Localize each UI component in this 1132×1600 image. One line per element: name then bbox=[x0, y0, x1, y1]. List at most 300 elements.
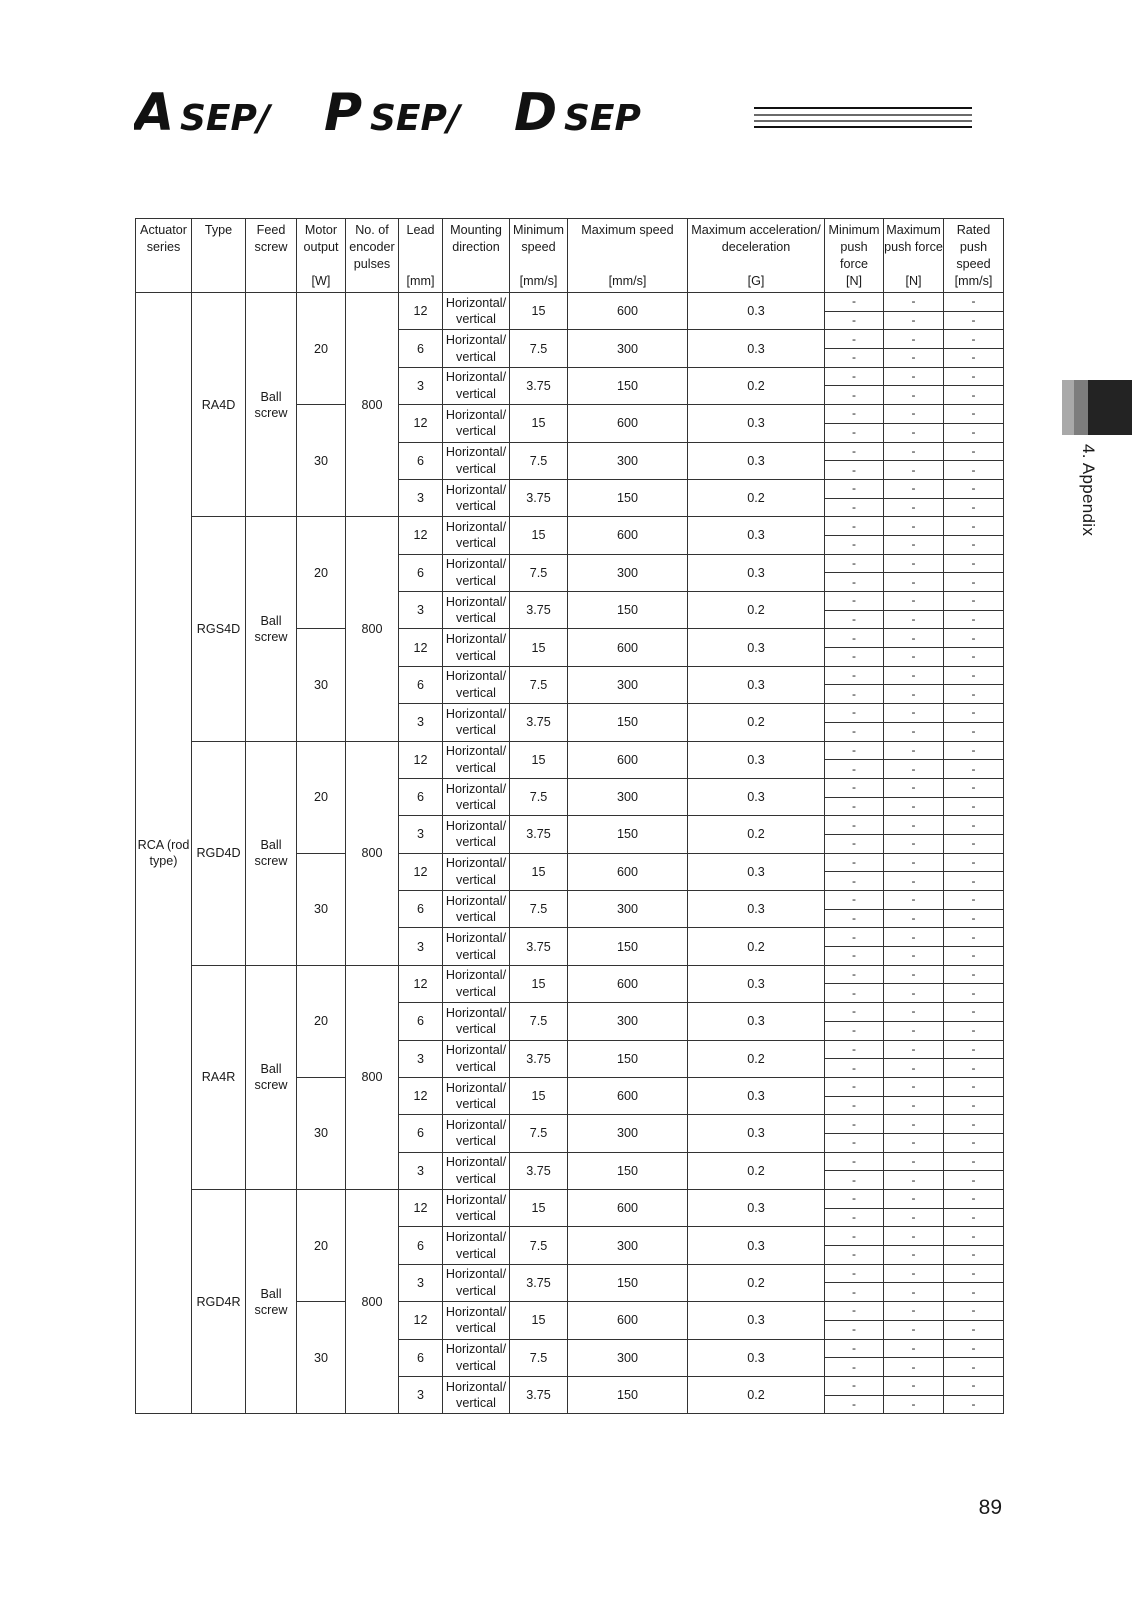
encoder-pulses-cell: 800 bbox=[346, 517, 399, 741]
column-header-label: Maximum push force bbox=[884, 223, 943, 254]
min-push-force-cell: - bbox=[825, 1190, 884, 1209]
header-row bbox=[136, 219, 1004, 293]
encoder-pulses-cell: 800 bbox=[346, 1190, 399, 1414]
mounting-direction-text: Horizontal/ vertical bbox=[445, 931, 507, 962]
column-header-unit: [mm/s] bbox=[954, 274, 993, 288]
rated-push-speed-cell: - bbox=[944, 1376, 1004, 1395]
max-accel-cell: 0.2 bbox=[688, 592, 825, 629]
min-push-force-cell: - bbox=[825, 293, 884, 312]
max-push-force-cell: - bbox=[884, 1358, 944, 1377]
min-push-force-cell: - bbox=[825, 722, 884, 741]
mounting-direction-cell bbox=[443, 891, 510, 928]
max-accel-cell: 0.2 bbox=[688, 928, 825, 965]
rated-push-speed-cell: - bbox=[944, 909, 1004, 928]
mounting-direction-cell bbox=[443, 592, 510, 629]
min-push-force-cell: - bbox=[825, 498, 884, 517]
max-accel-cell: 0.3 bbox=[688, 891, 825, 928]
min-speed-cell: 7.5 bbox=[510, 666, 568, 703]
lead-cell: 6 bbox=[399, 1003, 443, 1040]
rated-push-speed-cell: - bbox=[944, 573, 1004, 592]
type-cell: RA4R bbox=[192, 965, 246, 1189]
min-push-force-cell: - bbox=[825, 834, 884, 853]
min-push-force-cell: - bbox=[825, 535, 884, 554]
mounting-direction-cell bbox=[443, 816, 510, 853]
max-push-force-cell: - bbox=[884, 1003, 944, 1022]
max-speed-cell: 600 bbox=[568, 293, 688, 330]
max-push-force-cell: - bbox=[884, 1283, 944, 1302]
max-speed-cell: 150 bbox=[568, 1152, 688, 1189]
rated-push-speed-cell: - bbox=[944, 1395, 1004, 1414]
min-push-force-cell: - bbox=[825, 1302, 884, 1321]
min-speed-cell: 3.75 bbox=[510, 816, 568, 853]
logo-letter-a: A bbox=[134, 86, 175, 143]
column-header bbox=[346, 219, 399, 293]
rated-push-speed-cell: - bbox=[944, 685, 1004, 704]
min-push-force-cell: - bbox=[825, 386, 884, 405]
motor-output-cell: 30 bbox=[297, 1077, 346, 1189]
mounting-direction-cell bbox=[443, 479, 510, 516]
min-push-force-cell: - bbox=[825, 1339, 884, 1358]
max-push-force-cell: - bbox=[884, 1190, 944, 1209]
type-cell: RGD4D bbox=[192, 741, 246, 965]
rated-push-speed-cell: - bbox=[944, 1302, 1004, 1321]
rated-push-speed-cell: - bbox=[944, 405, 1004, 424]
column-header-label: Maximum acceleration/ deceleration bbox=[691, 223, 821, 254]
max-speed-cell: 300 bbox=[568, 666, 688, 703]
rated-push-speed-cell: - bbox=[944, 1227, 1004, 1246]
min-speed-cell: 7.5 bbox=[510, 1003, 568, 1040]
mounting-direction-cell bbox=[443, 1264, 510, 1301]
mounting-direction-text: Horizontal/ vertical bbox=[445, 818, 507, 850]
max-push-force-cell: - bbox=[884, 872, 944, 891]
max-accel-cell: 0.3 bbox=[688, 554, 825, 591]
min-speed-cell: 3.75 bbox=[510, 1376, 568, 1413]
mounting-direction-cell bbox=[443, 1115, 510, 1152]
rated-push-speed-cell: - bbox=[944, 1171, 1004, 1190]
type-cell: RA4D bbox=[192, 293, 246, 517]
logo-letter-d: D bbox=[514, 86, 558, 143]
min-push-force-cell: - bbox=[825, 760, 884, 779]
max-push-force-cell: - bbox=[884, 797, 944, 816]
min-speed-cell: 3.75 bbox=[510, 1264, 568, 1301]
rated-push-speed-cell: - bbox=[944, 1003, 1004, 1022]
logo-letter-p: P bbox=[324, 86, 363, 143]
mounting-direction-text: Horizontal/ vertical bbox=[445, 1043, 507, 1074]
max-speed-cell: 150 bbox=[568, 367, 688, 404]
min-push-force-cell: - bbox=[825, 816, 884, 835]
max-accel-cell: 0.3 bbox=[688, 853, 825, 890]
lead-cell: 12 bbox=[399, 1302, 443, 1339]
max-push-force-cell: - bbox=[884, 891, 944, 910]
min-push-force-cell: - bbox=[825, 1059, 884, 1078]
rated-push-speed-cell: - bbox=[944, 1246, 1004, 1265]
rated-push-speed-cell: - bbox=[944, 704, 1004, 723]
section-tab-label: 4. Appendix bbox=[1079, 444, 1098, 537]
mounting-direction-text: Horizontal/ vertical bbox=[445, 557, 507, 588]
product-logo bbox=[134, 86, 994, 146]
max-push-force-cell: - bbox=[884, 666, 944, 685]
lead-cell: 6 bbox=[399, 1339, 443, 1376]
lead-cell: 3 bbox=[399, 367, 443, 404]
min-push-force-cell: - bbox=[825, 666, 884, 685]
min-push-force-cell: - bbox=[825, 479, 884, 498]
max-push-force-cell: - bbox=[884, 1040, 944, 1059]
min-push-force-cell: - bbox=[825, 1021, 884, 1040]
column-header-unit: [N] bbox=[845, 274, 863, 288]
feed-screw-cell: Ball screw bbox=[246, 517, 297, 741]
mounting-direction-cell bbox=[443, 517, 510, 554]
rated-push-speed-cell: - bbox=[944, 1283, 1004, 1302]
mounting-direction-text: Horizontal/ vertical bbox=[445, 1342, 507, 1373]
mounting-direction-cell bbox=[443, 1227, 510, 1264]
max-speed-cell: 600 bbox=[568, 853, 688, 890]
side-tab-block-light bbox=[1062, 380, 1074, 435]
min-push-force-cell: - bbox=[825, 573, 884, 592]
rated-push-speed-cell: - bbox=[944, 778, 1004, 797]
min-speed-cell: 15 bbox=[510, 1190, 568, 1227]
max-speed-cell: 600 bbox=[568, 1077, 688, 1114]
max-speed-cell: 300 bbox=[568, 778, 688, 815]
rated-push-speed-cell: - bbox=[944, 479, 1004, 498]
lead-cell: 6 bbox=[399, 891, 443, 928]
rated-push-speed-cell: - bbox=[944, 1133, 1004, 1152]
max-push-force-cell: - bbox=[884, 423, 944, 442]
max-speed-cell: 600 bbox=[568, 405, 688, 442]
actuator-series-cell: RCA (rod type) bbox=[136, 293, 192, 1414]
mounting-direction-text: Horizontal/ vertical bbox=[445, 893, 507, 925]
mounting-direction-text: Horizontal/ vertical bbox=[445, 781, 507, 813]
max-accel-cell: 0.3 bbox=[688, 1339, 825, 1376]
table-header bbox=[136, 219, 1004, 293]
mounting-direction-text: Horizontal/ vertical bbox=[445, 744, 507, 775]
max-push-force-cell: - bbox=[884, 1115, 944, 1134]
min-speed-cell: 15 bbox=[510, 1077, 568, 1114]
mounting-direction-text: Horizontal/ vertical bbox=[445, 594, 507, 626]
max-push-force-cell: - bbox=[884, 909, 944, 928]
column-header bbox=[399, 219, 443, 293]
rated-push-speed-cell: - bbox=[944, 610, 1004, 629]
rated-push-speed-cell: - bbox=[944, 928, 1004, 947]
min-speed-cell: 15 bbox=[510, 517, 568, 554]
max-push-force-cell: - bbox=[884, 554, 944, 573]
max-push-force-cell: - bbox=[884, 1208, 944, 1227]
min-speed-cell: 7.5 bbox=[510, 554, 568, 591]
max-speed-cell: 150 bbox=[568, 928, 688, 965]
max-accel-cell: 0.3 bbox=[688, 405, 825, 442]
column-header bbox=[884, 219, 944, 293]
table-body bbox=[136, 293, 1004, 1414]
max-push-force-cell: - bbox=[884, 629, 944, 648]
motor-output-cell: 30 bbox=[297, 629, 346, 741]
mounting-direction-text: Horizontal/ vertical bbox=[445, 1379, 507, 1411]
column-header bbox=[136, 219, 192, 293]
min-push-force-cell: - bbox=[825, 1096, 884, 1115]
min-push-force-cell: - bbox=[825, 1395, 884, 1414]
max-push-force-cell: - bbox=[884, 965, 944, 984]
mounting-direction-cell bbox=[443, 704, 510, 741]
min-push-force-cell: - bbox=[825, 704, 884, 723]
mounting-direction-cell bbox=[443, 293, 510, 330]
rated-push-speed-cell: - bbox=[944, 816, 1004, 835]
mounting-direction-text: Horizontal/ vertical bbox=[445, 632, 507, 663]
min-push-force-cell: - bbox=[825, 1003, 884, 1022]
max-speed-cell: 150 bbox=[568, 1264, 688, 1301]
min-push-force-cell: - bbox=[825, 629, 884, 648]
min-push-force-cell: - bbox=[825, 909, 884, 928]
min-speed-cell: 3.75 bbox=[510, 704, 568, 741]
mounting-direction-text: Horizontal/ vertical bbox=[445, 482, 507, 514]
min-speed-cell: 15 bbox=[510, 853, 568, 890]
max-accel-cell: 0.3 bbox=[688, 778, 825, 815]
rated-push-speed-cell: - bbox=[944, 666, 1004, 685]
lead-cell: 3 bbox=[399, 816, 443, 853]
max-push-force-cell: - bbox=[884, 1152, 944, 1171]
column-header-label: Maximum speed bbox=[581, 223, 674, 237]
max-accel-cell: 0.3 bbox=[688, 666, 825, 703]
max-speed-cell: 600 bbox=[568, 965, 688, 1002]
max-accel-cell: 0.3 bbox=[688, 965, 825, 1002]
min-speed-cell: 3.75 bbox=[510, 592, 568, 629]
max-push-force-cell: - bbox=[884, 535, 944, 554]
lead-cell: 6 bbox=[399, 666, 443, 703]
mounting-direction-cell bbox=[443, 554, 510, 591]
max-accel-cell: 0.2 bbox=[688, 367, 825, 404]
max-push-force-cell: - bbox=[884, 722, 944, 741]
max-push-force-cell: - bbox=[884, 928, 944, 947]
rated-push-speed-cell: - bbox=[944, 1320, 1004, 1339]
rated-push-speed-cell: - bbox=[944, 947, 1004, 966]
rated-push-speed-cell: - bbox=[944, 984, 1004, 1003]
max-accel-cell: 0.2 bbox=[688, 1376, 825, 1413]
max-push-force-cell: - bbox=[884, 461, 944, 480]
min-push-force-cell: - bbox=[825, 1283, 884, 1302]
mounting-direction-cell bbox=[443, 367, 510, 404]
motor-output-cell: 20 bbox=[297, 1190, 346, 1302]
mounting-direction-text: Horizontal/ vertical bbox=[445, 1267, 507, 1298]
rated-push-speed-cell: - bbox=[944, 1339, 1004, 1358]
mounting-direction-cell bbox=[443, 965, 510, 1002]
max-speed-cell: 150 bbox=[568, 1376, 688, 1413]
column-header bbox=[568, 219, 688, 293]
rated-push-speed-cell: - bbox=[944, 498, 1004, 517]
rated-push-speed-cell: - bbox=[944, 330, 1004, 349]
max-push-force-cell: - bbox=[884, 498, 944, 517]
lead-cell: 12 bbox=[399, 853, 443, 890]
mounting-direction-text: Horizontal/ vertical bbox=[445, 295, 507, 327]
min-push-force-cell: - bbox=[825, 741, 884, 760]
max-speed-cell: 150 bbox=[568, 816, 688, 853]
column-header bbox=[192, 219, 246, 293]
column-header-label: Mounting direction bbox=[450, 223, 502, 254]
max-push-force-cell: - bbox=[884, 293, 944, 312]
motor-output-cell: 20 bbox=[297, 517, 346, 629]
rated-push-speed-cell: - bbox=[944, 1077, 1004, 1096]
lead-cell: 12 bbox=[399, 741, 443, 778]
max-push-force-cell: - bbox=[884, 1171, 944, 1190]
max-accel-cell: 0.2 bbox=[688, 1152, 825, 1189]
max-speed-cell: 300 bbox=[568, 554, 688, 591]
lead-cell: 12 bbox=[399, 293, 443, 330]
rated-push-speed-cell: - bbox=[944, 461, 1004, 480]
motor-output-cell: 20 bbox=[297, 965, 346, 1077]
mounting-direction-text: Horizontal/ vertical bbox=[445, 1080, 507, 1112]
mounting-direction-text: Horizontal/ vertical bbox=[445, 1117, 507, 1149]
rated-push-speed-cell: - bbox=[944, 1190, 1004, 1209]
max-speed-cell: 300 bbox=[568, 1227, 688, 1264]
lead-cell: 3 bbox=[399, 928, 443, 965]
rated-push-speed-cell: - bbox=[944, 965, 1004, 984]
max-speed-cell: 600 bbox=[568, 1190, 688, 1227]
min-push-force-cell: - bbox=[825, 797, 884, 816]
rated-push-speed-cell: - bbox=[944, 797, 1004, 816]
mounting-direction-cell bbox=[443, 1302, 510, 1339]
max-push-force-cell: - bbox=[884, 592, 944, 611]
min-push-force-cell: - bbox=[825, 853, 884, 872]
encoder-pulses-cell: 800 bbox=[346, 965, 399, 1189]
max-push-force-cell: - bbox=[884, 479, 944, 498]
max-speed-cell: 300 bbox=[568, 1339, 688, 1376]
min-speed-cell: 15 bbox=[510, 1302, 568, 1339]
max-push-force-cell: - bbox=[884, 349, 944, 368]
rated-push-speed-cell: - bbox=[944, 1059, 1004, 1078]
lead-cell: 3 bbox=[399, 479, 443, 516]
max-push-force-cell: - bbox=[884, 853, 944, 872]
max-accel-cell: 0.3 bbox=[688, 1302, 825, 1339]
min-push-force-cell: - bbox=[825, 311, 884, 330]
max-push-force-cell: - bbox=[884, 1395, 944, 1414]
max-push-force-cell: - bbox=[884, 704, 944, 723]
column-header-label: Rated push speed bbox=[956, 223, 991, 271]
max-push-force-cell: - bbox=[884, 330, 944, 349]
max-push-force-cell: - bbox=[884, 834, 944, 853]
min-speed-cell: 15 bbox=[510, 965, 568, 1002]
mounting-direction-text: Horizontal/ vertical bbox=[445, 1304, 507, 1336]
min-speed-cell: 7.5 bbox=[510, 891, 568, 928]
rated-push-speed-cell: - bbox=[944, 535, 1004, 554]
rated-push-speed-cell: - bbox=[944, 442, 1004, 461]
max-accel-cell: 0.2 bbox=[688, 1040, 825, 1077]
min-push-force-cell: - bbox=[825, 517, 884, 536]
min-push-force-cell: - bbox=[825, 1358, 884, 1377]
table-row bbox=[136, 517, 1004, 536]
lead-cell: 3 bbox=[399, 1152, 443, 1189]
max-accel-cell: 0.3 bbox=[688, 741, 825, 778]
rated-push-speed-cell: - bbox=[944, 1358, 1004, 1377]
max-push-force-cell: - bbox=[884, 947, 944, 966]
rated-push-speed-cell: - bbox=[944, 517, 1004, 536]
rated-push-speed-cell: - bbox=[944, 1021, 1004, 1040]
max-push-force-cell: - bbox=[884, 760, 944, 779]
column-header bbox=[246, 219, 297, 293]
min-push-force-cell: - bbox=[825, 461, 884, 480]
max-push-force-cell: - bbox=[884, 1302, 944, 1321]
column-header bbox=[510, 219, 568, 293]
column-header bbox=[825, 219, 884, 293]
min-speed-cell: 7.5 bbox=[510, 1227, 568, 1264]
feed-screw-cell: Ball screw bbox=[246, 1190, 297, 1414]
max-speed-cell: 600 bbox=[568, 629, 688, 666]
max-push-force-cell: - bbox=[884, 386, 944, 405]
mounting-direction-text: Horizontal/ vertical bbox=[445, 445, 507, 476]
table-row bbox=[136, 1190, 1004, 1209]
rated-push-speed-cell: - bbox=[944, 554, 1004, 573]
min-push-force-cell: - bbox=[825, 610, 884, 629]
lead-cell: 6 bbox=[399, 554, 443, 591]
min-push-force-cell: - bbox=[825, 330, 884, 349]
column-header-unit: [G] bbox=[747, 274, 765, 288]
max-push-force-cell: - bbox=[884, 367, 944, 386]
max-push-force-cell: - bbox=[884, 1246, 944, 1265]
max-push-force-cell: - bbox=[884, 1133, 944, 1152]
rated-push-speed-cell: - bbox=[944, 760, 1004, 779]
min-push-force-cell: - bbox=[825, 648, 884, 667]
max-accel-cell: 0.3 bbox=[688, 330, 825, 367]
max-push-force-cell: - bbox=[884, 573, 944, 592]
mounting-direction-cell bbox=[443, 1003, 510, 1040]
min-push-force-cell: - bbox=[825, 1227, 884, 1246]
max-push-force-cell: - bbox=[884, 1077, 944, 1096]
min-push-force-cell: - bbox=[825, 778, 884, 797]
max-speed-cell: 600 bbox=[568, 1302, 688, 1339]
min-push-force-cell: - bbox=[825, 405, 884, 424]
motor-output-cell: 20 bbox=[297, 741, 346, 853]
min-push-force-cell: - bbox=[825, 928, 884, 947]
rated-push-speed-cell: - bbox=[944, 1152, 1004, 1171]
rated-push-speed-cell: - bbox=[944, 872, 1004, 891]
mounting-direction-cell bbox=[443, 442, 510, 479]
mounting-direction-text: Horizontal/ vertical bbox=[445, 370, 507, 401]
max-speed-cell: 150 bbox=[568, 592, 688, 629]
encoder-pulses-cell: 800 bbox=[346, 293, 399, 517]
lead-cell: 3 bbox=[399, 1264, 443, 1301]
min-push-force-cell: - bbox=[825, 423, 884, 442]
mounting-direction-text: Horizontal/ vertical bbox=[445, 1230, 507, 1261]
rated-push-speed-cell: - bbox=[944, 1096, 1004, 1115]
rated-push-speed-cell: - bbox=[944, 1264, 1004, 1283]
min-push-force-cell: - bbox=[825, 1171, 884, 1190]
max-accel-cell: 0.3 bbox=[688, 1190, 825, 1227]
min-push-force-cell: - bbox=[825, 1152, 884, 1171]
max-push-force-cell: - bbox=[884, 311, 944, 330]
lead-cell: 6 bbox=[399, 330, 443, 367]
min-push-force-cell: - bbox=[825, 554, 884, 573]
mounting-direction-text: Horizontal/ vertical bbox=[445, 669, 507, 700]
table-row bbox=[136, 965, 1004, 984]
rated-push-speed-cell: - bbox=[944, 891, 1004, 910]
min-push-force-cell: - bbox=[825, 442, 884, 461]
lead-cell: 6 bbox=[399, 442, 443, 479]
max-push-force-cell: - bbox=[884, 1059, 944, 1078]
min-push-force-cell: - bbox=[825, 1376, 884, 1395]
mounting-direction-text: Horizontal/ vertical bbox=[445, 1005, 507, 1037]
rated-push-speed-cell: - bbox=[944, 1115, 1004, 1134]
min-speed-cell: 7.5 bbox=[510, 1339, 568, 1376]
rated-push-speed-cell: - bbox=[944, 629, 1004, 648]
actuator-spec-table bbox=[135, 218, 1004, 1414]
min-push-force-cell: - bbox=[825, 1040, 884, 1059]
rated-push-speed-cell: - bbox=[944, 423, 1004, 442]
mounting-direction-text: Horizontal/ vertical bbox=[445, 407, 507, 439]
side-tab-block-dark bbox=[1088, 380, 1132, 435]
mounting-direction-text: Horizontal/ vertical bbox=[445, 706, 507, 738]
min-push-force-cell: - bbox=[825, 947, 884, 966]
min-push-force-cell: - bbox=[825, 349, 884, 368]
rated-push-speed-cell: - bbox=[944, 311, 1004, 330]
min-speed-cell: 3.75 bbox=[510, 367, 568, 404]
max-speed-cell: 600 bbox=[568, 517, 688, 554]
max-push-force-cell: - bbox=[884, 1227, 944, 1246]
min-speed-cell: 15 bbox=[510, 629, 568, 666]
